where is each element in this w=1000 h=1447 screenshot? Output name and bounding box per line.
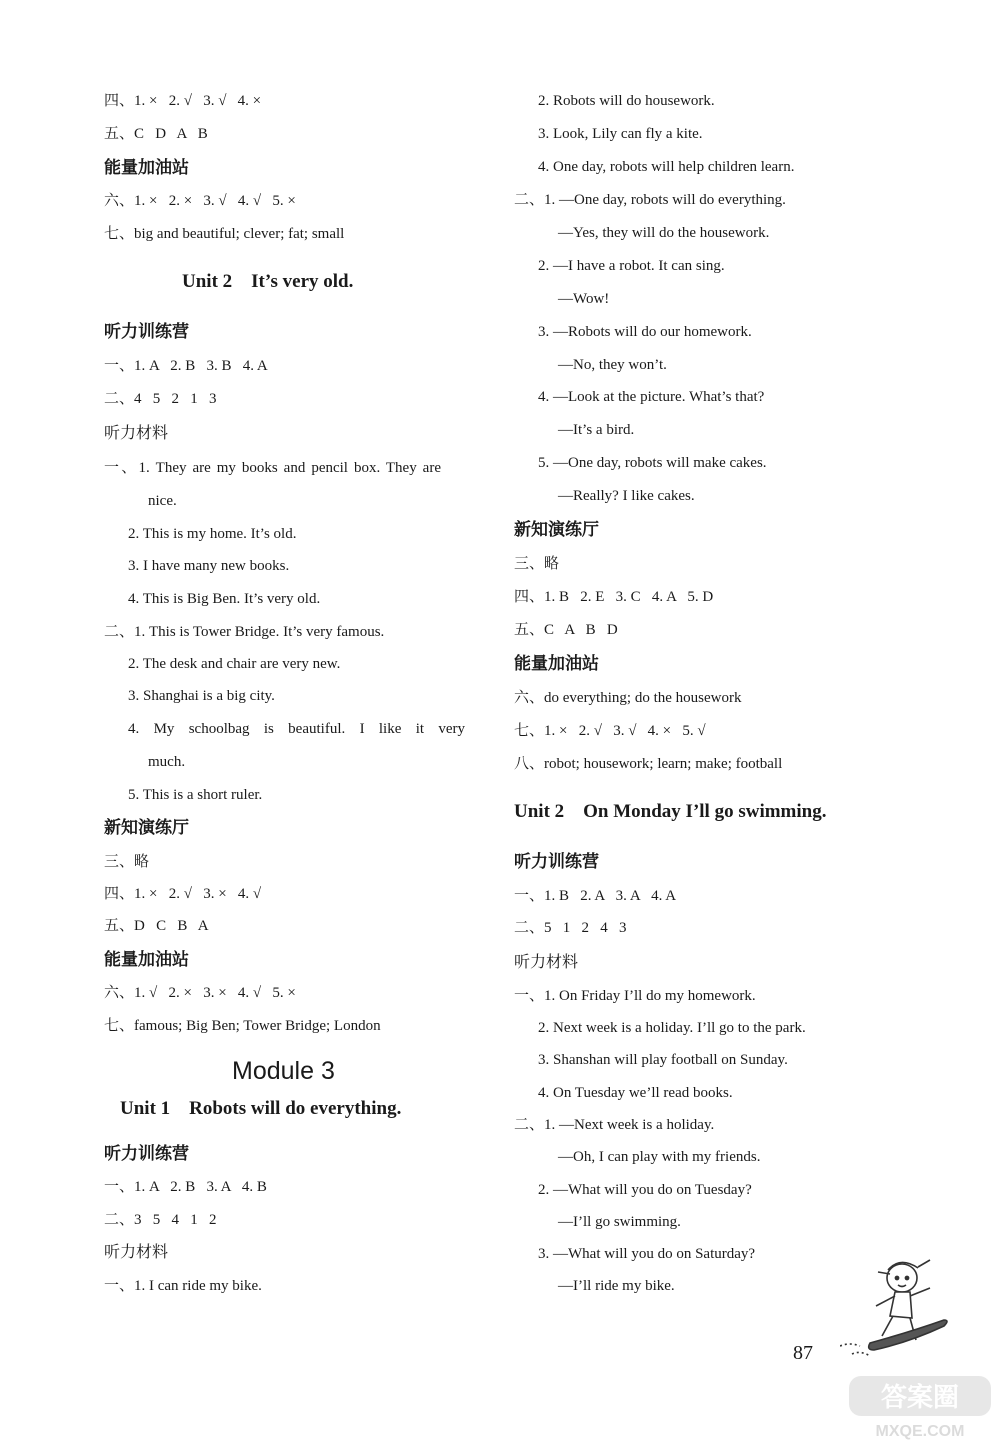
answer-line: —I’ll ride my bike. (558, 1278, 675, 1294)
answer-line: 4. —Look at the picture. What’s that? (538, 389, 765, 405)
answer-line: 2. —What will you do on Tuesday? (538, 1182, 752, 1198)
answer-line: 一、1. They are my books and pencil box. They are (104, 460, 441, 476)
answer-line: —No, they won’t. (558, 357, 667, 373)
section-heading: 听力材料 (104, 423, 169, 442)
answer-line: 2. —I have a robot. It can sing. (538, 258, 725, 274)
answer-line: 5. This is a short ruler. (128, 787, 263, 803)
section-heading: 能量加油站 (514, 654, 599, 674)
section-heading: 听力材料 (104, 1242, 169, 1261)
answer-line: 二、3 5 4 1 2 (104, 1212, 217, 1228)
answer-line: 4. This is Big Ben. It’s very old. (128, 591, 321, 607)
answer-line: 3. Shanshan will play football on Sunday. (538, 1052, 788, 1068)
answer-line: 3. —What will you do on Saturday? (538, 1246, 756, 1262)
answer-line: 2. Next week is a holiday. I’ll go to the park. (538, 1020, 806, 1036)
answer-line: 二、5 1 2 4 3 (514, 920, 627, 936)
answer-line: —Oh, I can play with my friends. (558, 1149, 761, 1165)
answer-line: 3. Shanghai is a big city. (128, 688, 275, 704)
answer-line: 八、robot; housework; learn; make; football (514, 756, 783, 772)
answer-line: 5. —One day, robots will make cakes. (538, 455, 767, 471)
skateboard-kid-illustration (840, 1258, 955, 1373)
answer-line: —Wow! (558, 291, 610, 307)
svg-text:MXQE.COM: MXQE.COM (875, 1423, 965, 1440)
answer-line: 七、big and beautiful; clever; fat; small (104, 226, 345, 242)
answer-line: 2. This is my home. It’s old. (128, 526, 297, 542)
answer-line: 三、略 (514, 556, 560, 572)
answer-line: 2. Robots will do housework. (538, 93, 715, 109)
section-heading: 新知演练厅 (514, 520, 599, 540)
answer-line: much. (148, 754, 186, 770)
module-title: Module 3 (232, 1057, 335, 1085)
answer-line: 四、1. B 2. E 3. C 4. A 5. D (514, 589, 714, 605)
answer-line: 四、1. × 2. √ 3. √ 4. × (104, 93, 262, 109)
watermark-logo (845, 1370, 995, 1442)
section-heading: 听力训练营 (104, 322, 189, 342)
section-heading: 新知演练厅 (104, 818, 189, 838)
page-number: 87 (793, 1342, 813, 1364)
answer-line: 一、1. B 2. A 3. A 4. A (514, 888, 677, 904)
answer-line: 4. My schoolbag is beautiful. I like it very (128, 721, 465, 737)
answer-line: 4. One day, robots will help children learn. (538, 159, 795, 175)
answer-line: 2. The desk and chair are very new. (128, 656, 341, 672)
answer-line: 七、famous; Big Ben; Tower Bridge; London (104, 1018, 381, 1034)
unit-title: Unit 2 On Monday I’ll go swimming. (514, 801, 827, 822)
answer-line: 二、1. This is Tower Bridge. It’s very famous. (104, 624, 385, 640)
section-heading: 能量加油站 (104, 158, 189, 178)
section-heading: 听力训练营 (514, 852, 599, 872)
unit-title: Unit 2 It’s very old. (182, 271, 354, 292)
answer-line: —I’ll go swimming. (558, 1214, 681, 1230)
answer-line: 五、D C B A (104, 918, 209, 934)
answer-line: —It’s a bird. (558, 422, 635, 438)
answer-line: —Really? I like cakes. (558, 488, 695, 504)
answer-line: 二、1. —One day, robots will do everything. (514, 192, 786, 208)
answer-line: nice. (148, 493, 177, 509)
unit-title: Unit 1 Robots will do everything. (120, 1098, 402, 1119)
answer-line: 五、C A B D (514, 622, 618, 638)
answer-line: 3. Look, Lily can fly a kite. (538, 126, 703, 142)
answer-line: 4. On Tuesday we’ll read books. (538, 1085, 733, 1101)
answer-line: 一、1. A 2. B 3. A 4. B (104, 1179, 267, 1195)
answer-line: 六、1. √ 2. × 3. × 4. √ 5. × (104, 985, 296, 1001)
section-heading: 听力材料 (514, 952, 579, 971)
answer-line: 五、C D A B (104, 126, 208, 142)
answer-line: —Yes, they will do the housework. (558, 225, 770, 241)
answer-line: 二、1. —Next week is a holiday. (514, 1117, 715, 1133)
answer-line: 一、1. On Friday I’ll do my homework. (514, 988, 756, 1004)
answer-line: 四、1. × 2. √ 3. × 4. √ (104, 886, 262, 902)
answer-line: 一、1. A 2. B 3. B 4. A (104, 358, 268, 374)
svg-text:答案圈: 答案圈 (880, 1383, 960, 1413)
answer-line: 3. I have many new books. (128, 558, 290, 574)
answer-line: 一、1. I can ride my bike. (104, 1278, 262, 1294)
section-heading: 听力训练营 (104, 1144, 189, 1164)
answer-line: 七、1. × 2. √ 3. √ 4. × 5. √ (514, 723, 706, 739)
section-heading: 能量加油站 (104, 950, 189, 970)
answer-line: 二、4 5 2 1 3 (104, 391, 217, 407)
answer-line: 三、略 (104, 854, 150, 870)
answer-line: 3. —Robots will do our homework. (538, 324, 752, 340)
answer-line: 六、do everything; do the housework (514, 690, 742, 706)
answer-line: 六、1. × 2. × 3. √ 4. √ 5. × (104, 193, 296, 209)
